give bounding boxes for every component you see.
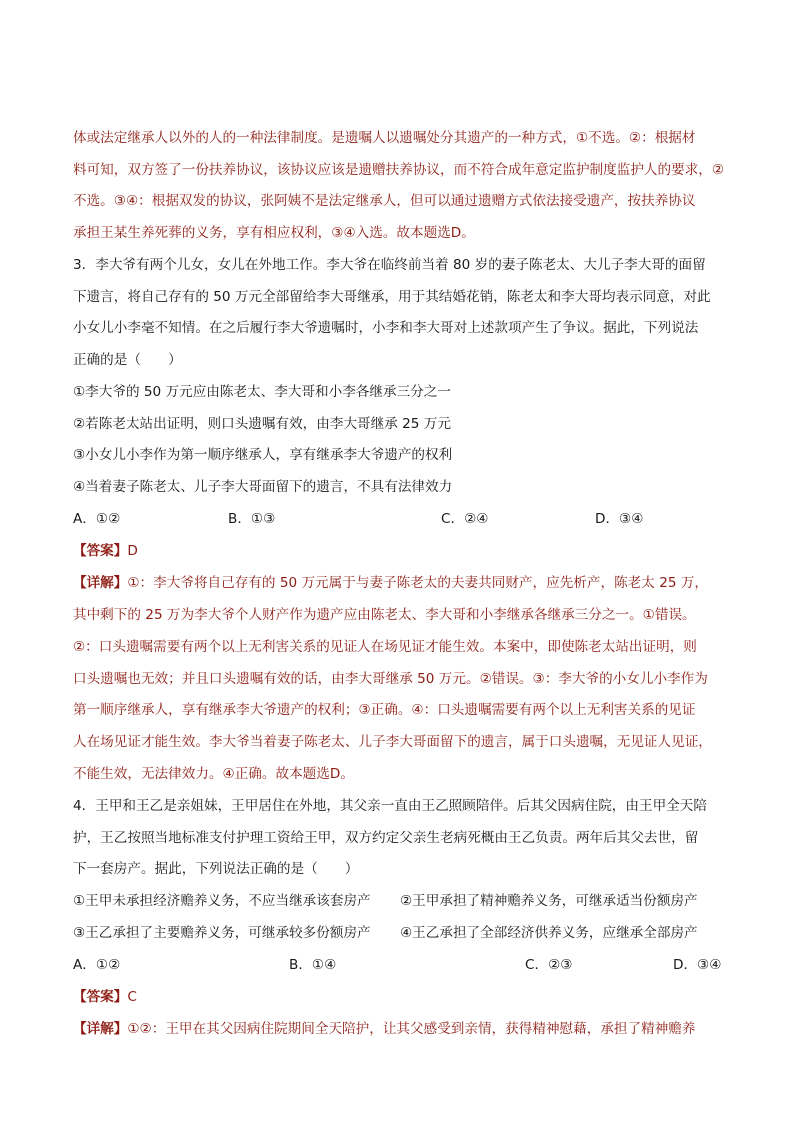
q4-answer-value: C [127, 989, 137, 1005]
top-line-2: 料可知，双方签了一份扶养协议，该协议应该是遗赠扶养协议，而不符合成年意定监护制度监护人的要求，② [73, 162, 725, 178]
top-line-4: 承担王某生养死葬的义务，享有相应权利，③④入选。故本题选D。 [73, 225, 475, 241]
q4-items-row-1 [73, 891, 725, 911]
q4-item-3: ③王乙承担了主要赡养义务，可继承较多份额房产 [73, 925, 371, 941]
q3-stem-line-3: 小女儿小李毫不知情。在之后履行李大爷遗嘱时，小李和李大哥对上述款项产生了争议。据此，下列说法 [73, 320, 699, 336]
q3-detail-line-5: 第一顺序继承人，享有继承李大爷遗产的权利；③正确。④：口头遗嘱需要有两个以上无利害关系的见证 [73, 702, 696, 718]
q3-item-1: ①李大爷的 50 万元应由陈老太、李大哥和小李各继承三分之一 [73, 384, 451, 400]
q3-answer-label: 【答案】 [73, 543, 128, 559]
q3-detail-text-1: ①：李大爷将自己存有的 50 万元属于与妻子陈老太的夫妻共同财产，应先析产，陈老太 25 万， [127, 575, 709, 591]
q4-answer-label: 【答案】 [73, 989, 128, 1005]
q3-detail-line-6: 人在场见证才能生效。李大爷当着妻子陈老太、儿子李大哥面留下的遗言，属于口头遗嘱，无见证人见证， [73, 734, 712, 750]
q3-detail-line-4: 口头遗嘱也无效；并且口头遗嘱有效的话，由李大哥继承 50 万元。②错误。③：李大爷的小女儿小李作为 [73, 671, 708, 687]
q3-option-c: C．②④ [441, 511, 489, 527]
q3-option-a: A．①② [73, 511, 121, 527]
q3-stem-line-4: 正确的是（ ） [73, 352, 182, 368]
q3-detail-label: 【详解】 [73, 575, 128, 591]
q4-option-a: A．①② [73, 957, 121, 973]
q3-item-2: ②若陈老太站出证明，则口头遗嘱有效，由李大哥继承 25 万元 [73, 416, 451, 432]
q4-item-4: ④王乙承担了全部经济供养义务，应继承全部房产 [400, 925, 698, 941]
q4-item-2: ②王甲承担了精神赡养义务，可继承适当份额房产 [400, 893, 698, 909]
q3-stem-line-2: 下遗言，将自己存有的 50 万元全部留给李大哥继承，用于其结婚花销，陈老太和李大哥均表示同意，对此 [73, 289, 711, 305]
q4-option-b: B．①④ [289, 957, 337, 973]
q4-detail-text-1: ①②：王甲在其父因病住院期间全天陪护，让其父感受到亲情，获得精神慰藉，承担了精神赡养 [127, 1021, 696, 1037]
q3-detail-line-7: 不能生效，无法律效力。④正确。故本题选D。 [73, 766, 354, 782]
q3-option-d: D．③④ [595, 511, 644, 527]
q4-answer [73, 987, 725, 1007]
q3-detail-line-3: ②：口头遗嘱需要有两个以上无利害关系的见证人在场见证才能生效。本案中，即使陈老太站出证明，则 [73, 639, 697, 655]
q3-answer [73, 541, 725, 561]
q4-item-1: ①王甲未承担经济赡养义务，不应当继承该套房产 [73, 893, 371, 909]
q3-answer-value: D [127, 543, 138, 559]
q3-detail-line-2: 其中剩下的 25 万为李大爷个人财产作为遗产应由陈老太、李大哥和小李继承各继承三分之一。①错误。 [73, 607, 696, 623]
q3-item-3: ③小女儿小李作为第一顺序继承人，享有继承李大爷遗产的权利 [73, 447, 453, 463]
top-line-3: 不选。③④：根据双发的协议，张阿姨不是法定继承人，但可以通过遗赠方式依法接受遗产，按扶养协议 [73, 193, 696, 209]
q4-options-row [73, 955, 725, 975]
q3-detail-line-1 [73, 573, 725, 593]
q4-items-row-2 [73, 923, 725, 943]
q4-detail-line-1 [73, 1019, 725, 1039]
q4-detail-label: 【详解】 [73, 1021, 128, 1037]
q3-options-row [73, 509, 725, 529]
q4-option-d: D．③④ [673, 957, 722, 973]
top-line-1: 体或法定继承人以外的人的一种法律制度。是遗嘱人以遗嘱处分其遗产的一种方式，①不选。②：根据材 [73, 130, 696, 146]
q4-stem-line-2: 护，王乙按照当地标准支付护理工资给王甲，双方约定父亲生老病死概由王乙负责。两年后其父去世，留 [73, 830, 699, 846]
q3-stem-line-1: 3．李大爷有两个儿女，女儿在外地工作。李大爷在临终前当着 80 岁的妻子陈老太、大儿子李大哥的面留 [73, 257, 706, 273]
q3-item-4: ④当着妻子陈老太、儿子李大哥面留下的遗言，不具有法律效力 [73, 479, 453, 495]
q4-stem-line-3: 下一套房产。据此，下列说法正确的是（ ） [73, 861, 359, 877]
q4-option-c: C．②③ [525, 957, 573, 973]
q4-stem-line-1: 4．王甲和王乙是亲姐妹，王甲居住在外地，其父亲一直由王乙照顾陪伴。后其父因病住院，由王甲全天陪 [73, 798, 707, 814]
q3-option-b: B．①③ [228, 511, 276, 527]
